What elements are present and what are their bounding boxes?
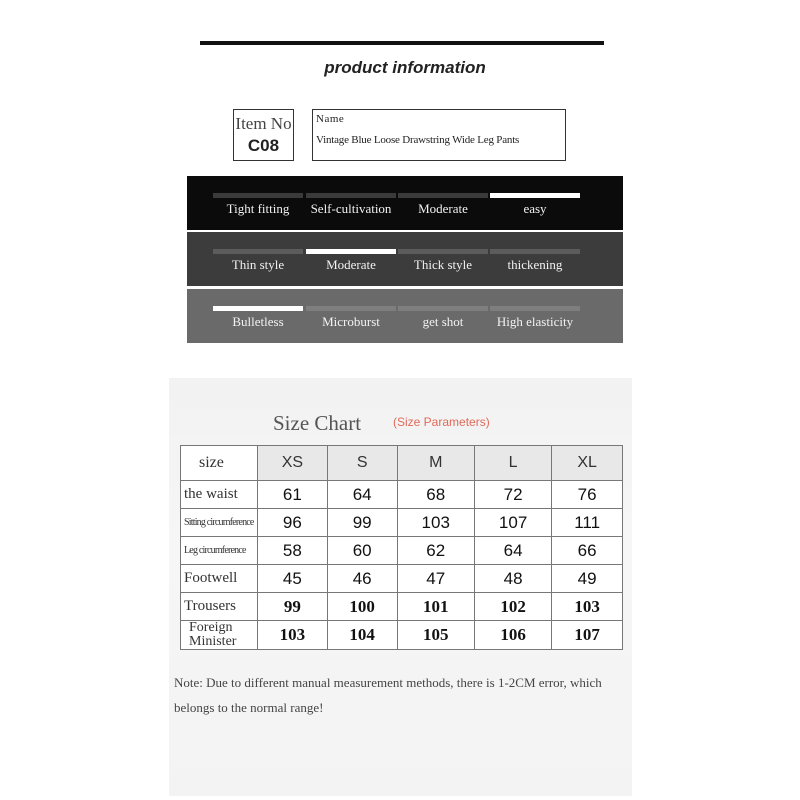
size-chart-panel xyxy=(169,378,632,796)
table-cell: 99 xyxy=(327,509,397,537)
table-row xyxy=(181,565,623,593)
table-cell: 107 xyxy=(474,509,551,537)
table-cell: 103 xyxy=(397,509,474,537)
table-cell: 107 xyxy=(552,621,623,650)
scale-indicator xyxy=(306,306,396,311)
column-header: L xyxy=(474,446,551,481)
scale-indicator xyxy=(490,249,580,254)
table-cell: 105 xyxy=(397,621,474,650)
scale-indicator xyxy=(398,193,488,198)
scale-option-label: Bulletless xyxy=(232,314,284,329)
size-table-header-row xyxy=(181,446,623,481)
column-header: XL xyxy=(552,446,623,481)
row-label: Sitting circumference xyxy=(181,509,258,537)
item-number-box xyxy=(233,109,294,161)
column-header: M xyxy=(397,446,474,481)
scale-option-label: Tight fitting xyxy=(226,201,290,216)
scale-indicator xyxy=(213,249,303,254)
size-table xyxy=(180,445,623,650)
row-label: Leg circumference xyxy=(181,537,258,565)
table-cell: 100 xyxy=(327,593,397,621)
thickness-scale xyxy=(187,232,623,286)
scale-indicator xyxy=(398,249,488,254)
item-number-label: Item No xyxy=(235,114,292,133)
scale-indicator xyxy=(306,193,396,198)
row-label: Trousers xyxy=(181,593,258,621)
scale-option-label: Moderate xyxy=(418,201,468,216)
table-cell: 103 xyxy=(258,621,328,650)
scale-option-label: easy xyxy=(523,201,547,216)
scale-option-label: Microburst xyxy=(322,314,380,329)
table-cell: 46 xyxy=(327,565,397,593)
table-cell: 64 xyxy=(474,537,551,565)
table-row xyxy=(181,481,623,509)
table-cell: 58 xyxy=(258,537,328,565)
table-cell: 48 xyxy=(474,565,551,593)
table-cell: 72 xyxy=(474,481,551,509)
size-chart-subtitle: (Size Parameters) xyxy=(393,415,490,429)
fit-scale xyxy=(187,176,623,230)
table-cell: 45 xyxy=(258,565,328,593)
table-cell: 111 xyxy=(552,509,623,537)
item-number-value: C08 xyxy=(247,136,280,155)
table-cell: 103 xyxy=(552,593,623,621)
size-chart-title: Size Chart xyxy=(273,411,362,435)
table-cell: 47 xyxy=(397,565,474,593)
table-cell: 62 xyxy=(397,537,474,565)
table-cell: 64 xyxy=(327,481,397,509)
scale-indicator-active xyxy=(213,306,303,311)
elasticity-scale xyxy=(187,289,623,343)
scale-indicator xyxy=(213,193,303,198)
table-cell: 106 xyxy=(474,621,551,650)
column-header: size xyxy=(181,446,258,481)
scale-indicator xyxy=(490,306,580,311)
row-label: the waist xyxy=(181,481,258,509)
scale-option-label: Moderate xyxy=(326,257,376,272)
product-name-value: Vintage Blue Loose Drawstring Wide Leg Pants xyxy=(316,134,520,146)
table-cell: 104 xyxy=(327,621,397,650)
size-table-body xyxy=(181,481,623,650)
product-name-label: Name xyxy=(316,113,345,125)
section-title: product information xyxy=(324,58,486,77)
scale-indicator xyxy=(398,306,488,311)
top-divider xyxy=(200,41,604,45)
scale-option-label: Self-cultivation xyxy=(310,201,392,216)
product-name-box xyxy=(312,109,566,161)
table-cell: 66 xyxy=(552,537,623,565)
row-label: Foreign Minister xyxy=(181,621,258,650)
table-row xyxy=(181,537,623,565)
measurement-note: Note: Due to different manual measurement methods, there is 1-2CM error, which belongs to the normal range! xyxy=(174,675,602,715)
table-cell: 96 xyxy=(258,509,328,537)
table-row xyxy=(181,621,623,650)
table-cell: 76 xyxy=(552,481,623,509)
table-row xyxy=(181,509,623,537)
scale-indicator-active xyxy=(306,249,396,254)
scale-option-label: Thick style xyxy=(413,257,473,272)
table-cell: 102 xyxy=(474,593,551,621)
table-cell: 68 xyxy=(397,481,474,509)
scale-indicator-active xyxy=(490,193,580,198)
table-cell: 101 xyxy=(397,593,474,621)
column-header: S xyxy=(327,446,397,481)
column-header: XS xyxy=(258,446,328,481)
scale-option-label: High elasticity xyxy=(496,314,574,329)
scale-option-label: get shot xyxy=(422,314,464,329)
table-cell: 61 xyxy=(258,481,328,509)
row-label: Footwell xyxy=(181,565,258,593)
table-cell: 49 xyxy=(552,565,623,593)
scale-option-label: thickening xyxy=(507,257,563,272)
table-cell: 99 xyxy=(258,593,328,621)
scale-option-label: Thin style xyxy=(231,257,285,272)
table-row xyxy=(181,593,623,621)
table-cell: 60 xyxy=(327,537,397,565)
